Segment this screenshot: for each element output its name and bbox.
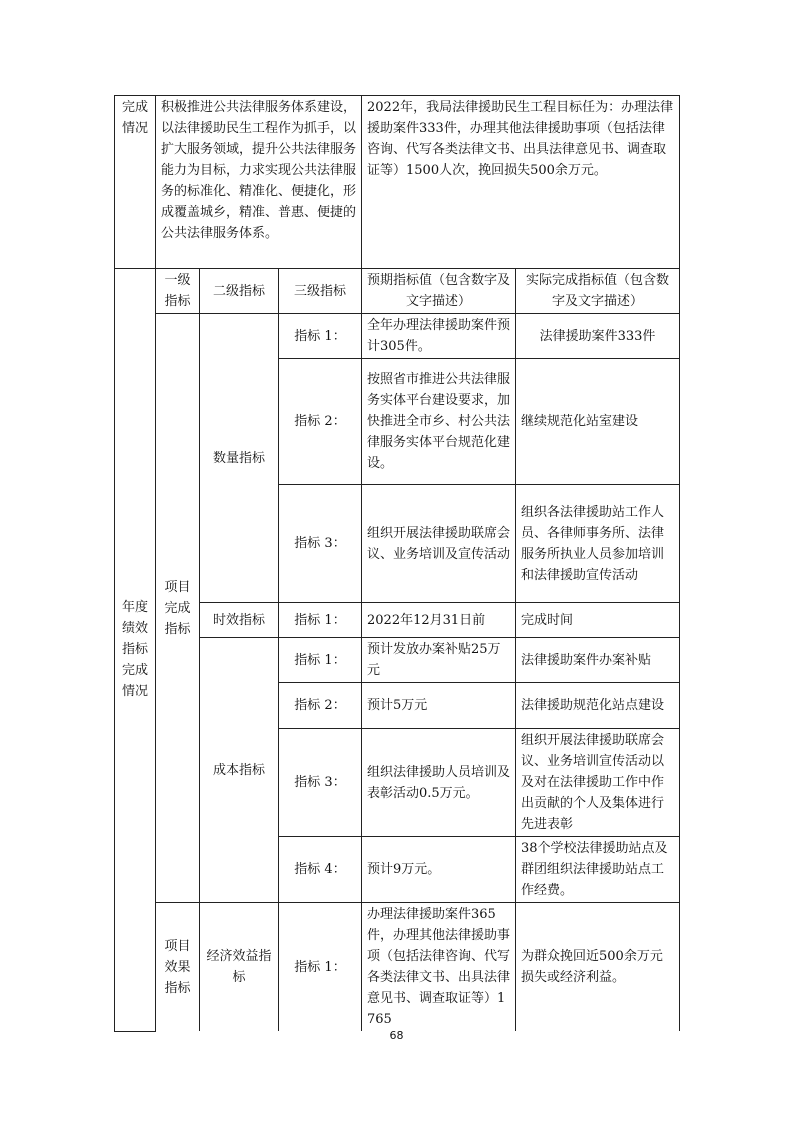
expected-cell: 组织开展法律援助联席会议、业务培训及宣传活动 xyxy=(362,485,516,603)
actual-cell: 继续规范化站室建设 xyxy=(516,359,680,485)
level3-cell: 指标 2： xyxy=(279,683,362,729)
header-level1: 一级指标 xyxy=(156,269,200,314)
subgroup-cost: 成本指标 xyxy=(200,638,279,903)
header-level3: 三级指标 xyxy=(279,269,362,314)
actual-cell: 组织各法律援助站工作人员、各律师事务所、法律服务所执业人员参加培训和法律援助宣传活动 xyxy=(516,485,680,603)
table-row xyxy=(115,638,680,683)
header-actual: 实际完成指标值（包含数字及文字描述） xyxy=(516,269,680,314)
level3-cell: 指标 1： xyxy=(279,314,362,359)
completion-label: 完成情况 xyxy=(115,96,156,269)
completion-actual: 2022年，我局法律援助民生工程目标任为：办理法律援助案件333件，办理其他法律援助事项（包括法律咨询、代写各类法律文书、出具法律意见书、调查取证等）1500人次，挽回损失500余万元。 xyxy=(362,96,680,269)
group-project-completion: 项目完成指标 xyxy=(156,314,200,903)
header-expected: 预期指标值（包含数字及文字描述） xyxy=(362,269,516,314)
subgroup-economic: 经济效益指标 xyxy=(200,903,279,1032)
group-project-effect: 项目效果指标 xyxy=(156,903,200,1032)
completion-row xyxy=(115,96,680,269)
expected-cell: 组织法律援助人员培训及表彰活动0.5万元。 xyxy=(362,729,516,837)
expected-cell: 按照省市推进公共法律服务实体平台建设要求，加快推进全市乡、村公共法律服务实体平台规范化建设。 xyxy=(362,359,516,485)
table-row xyxy=(115,314,680,359)
expected-cell: 预计5万元 xyxy=(362,683,516,729)
actual-cell: 法律援助案件333件 xyxy=(516,314,680,359)
header-level2: 二级指标 xyxy=(200,269,279,314)
expected-cell: 办理法律援助案件365件，办理其他法律援助事项（包括法律咨询、代写各类法律文书、出具法律意见书、调查取证等）1765 xyxy=(362,903,516,1032)
level3-cell: 指标 2： xyxy=(279,359,362,485)
table-row xyxy=(115,903,680,1032)
actual-cell: 组织开展法律援助联席会议、业务培训宣传活动以及对在法律援助工作中作出贡献的个人及集体进行先进表彰 xyxy=(516,729,680,837)
expected-cell: 2022年12月31日前 xyxy=(362,603,516,638)
level3-cell: 指标 1： xyxy=(279,603,362,638)
actual-cell: 为群众挽回近500余万元损失或经济利益。 xyxy=(516,903,680,1032)
expected-cell: 预计发放办案补贴25万元 xyxy=(362,638,516,683)
level3-cell: 指标 1： xyxy=(279,638,362,683)
level3-cell: 指标 1： xyxy=(279,903,362,1032)
level3-cell: 指标 3： xyxy=(279,485,362,603)
completion-goal: 积极推进公共法律服务体系建设，以法律援助民生工程作为抓手，以扩大服务领域，提升公共法律服务能力为目标，力求实现公共法律服务的标准化、精准化、便捷化，形成覆盖城乡，精准、普惠、便捷的公共法律服务体系。 xyxy=(156,96,362,269)
level3-cell: 指标 3： xyxy=(279,729,362,837)
section-label: 年度绩效指标完成情况 xyxy=(115,269,156,1032)
subgroup-timeliness: 时效指标 xyxy=(200,603,279,638)
actual-cell: 完成时间 xyxy=(516,603,680,638)
level3-cell: 指标 4： xyxy=(279,837,362,903)
expected-cell: 预计9万元。 xyxy=(362,837,516,903)
actual-cell: 法律援助案件办案补贴 xyxy=(516,638,680,683)
page-number: 68 xyxy=(389,1029,404,1042)
subgroup-quantity: 数量指标 xyxy=(200,314,279,603)
table-row xyxy=(115,603,680,638)
header-row xyxy=(115,269,680,314)
performance-table xyxy=(114,95,680,1032)
expected-cell: 全年办理法律援助案件预计305件。 xyxy=(362,314,516,359)
actual-cell: 法律援助规范化站点建设 xyxy=(516,683,680,729)
actual-cell: 38个学校法律援助站点及群团组织法律援助站点工作经费。 xyxy=(516,837,680,903)
